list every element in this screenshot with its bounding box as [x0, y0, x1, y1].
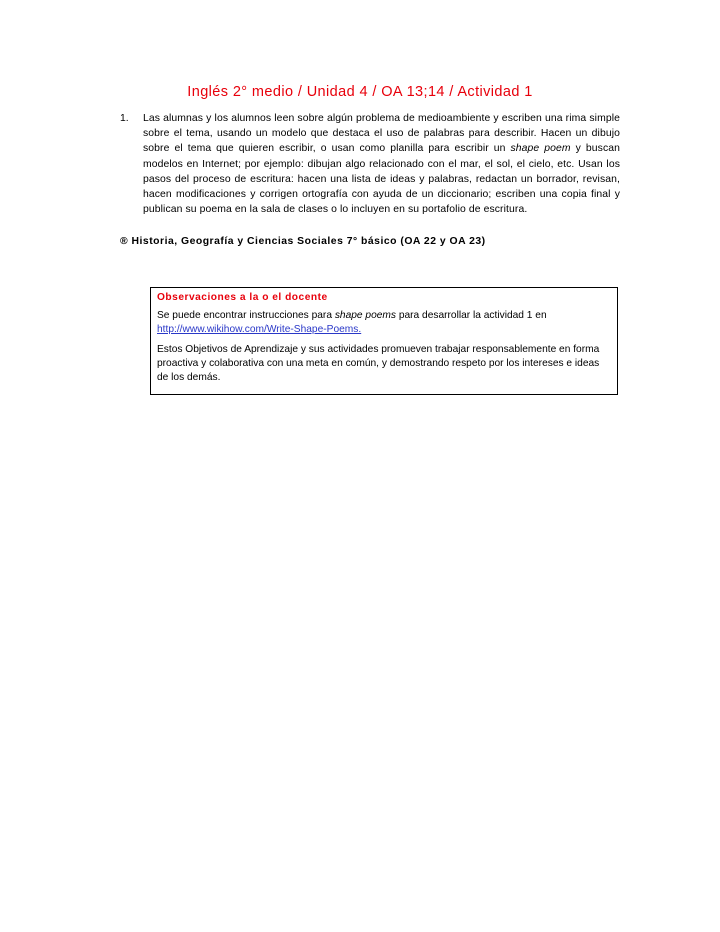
list-item [120, 111, 620, 217]
activity-list [120, 111, 620, 217]
list-number: 1. [120, 113, 129, 124]
activity-description [143, 111, 620, 217]
wikihow-link[interactable]: http://www.wikihow.com/Write-Shape-Poems. [157, 324, 362, 336]
teacher-notes-paragraph-2: Estos Objetivos de Aprendizaje y sus actividades promueven trabajar responsablemente en forma proactiva y colaborativa con una meta en común, y demostrando respeto por los intereses e ideas de los demás. [157, 343, 600, 384]
activity-text-start: Las alumnas y los alumnos leen sobre algún problema de medioambiente y escriben una rima simple sobre el tema, usando un modelo que destaca el uso de palabras para describir. Hacen un dibujo sobre el tema que quieren escribir, o usan como planilla para escribir un [143, 113, 620, 155]
activity-text-end: y buscan modelos en Internet; por ejemplo: dibujan algo relacionado con el mar, el sol, el cielo, etc. Usan los pasos del proceso de escritura: hacen una lista de ideas y palabras, redactan un borrador, revisan, hacen modificaciones y corrigen ortografía con ayuda de un diccionario; escriben una copia final y publican su poema en la sala de clases o lo incluyen en su portafolio de escritura. [143, 143, 620, 216]
page-title: Inglés 2° medio / Unidad 4 / OA 13;14 / Actividad 1 [187, 84, 533, 100]
teacher-notes-text: Se puede encontrar instrucciones para [157, 310, 335, 322]
teacher-notes-box [150, 287, 618, 395]
teacher-notes-title: Observaciones a la o el docente [157, 292, 328, 303]
cross-reference: ® Historia, Geografía y Ciencias Sociales 7° básico (OA 22 y OA 23) [120, 236, 486, 247]
activity-italic-term: shape poem [510, 143, 571, 155]
teacher-notes-paragraph-1 [157, 309, 611, 337]
teacher-notes-italic-term: shape poems [334, 310, 396, 322]
teacher-notes-text: para desarrollar la actividad 1 en [396, 310, 547, 322]
